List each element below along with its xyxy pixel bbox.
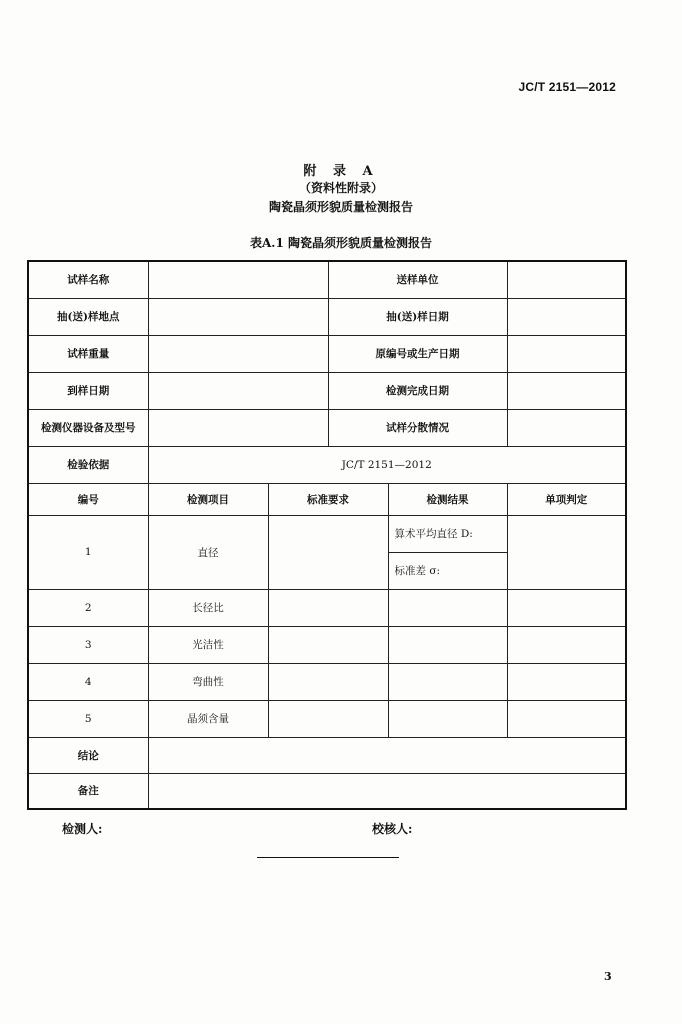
table-row xyxy=(28,335,626,372)
judgement-cell xyxy=(507,663,626,700)
column-header: 单项判定 xyxy=(507,483,626,515)
page-number: 3 xyxy=(604,970,612,983)
table-row xyxy=(28,700,626,737)
table-row xyxy=(28,773,626,809)
info-label: 试样重量 xyxy=(28,335,148,372)
requirement-cell xyxy=(268,663,388,700)
info-value-cell xyxy=(148,261,328,298)
basis-value: JC/T 2151—2012 xyxy=(148,446,626,483)
info-label: 原编号或生产日期 xyxy=(328,335,507,372)
info-label: 送样单位 xyxy=(328,261,507,298)
result-cell xyxy=(388,700,507,737)
basis-label: 检验依据 xyxy=(28,446,148,483)
table-row xyxy=(28,446,626,483)
checker-signature-label: 校核人: xyxy=(372,822,413,836)
column-header: 检测项目 xyxy=(148,483,268,515)
table-row xyxy=(28,298,626,335)
table-row xyxy=(28,663,626,700)
table-row xyxy=(28,409,626,446)
table-row xyxy=(28,626,626,663)
requirement-cell xyxy=(268,589,388,626)
remark-value xyxy=(148,773,626,809)
info-label: 抽(送)样日期 xyxy=(328,298,507,335)
info-label: 检测完成日期 xyxy=(328,372,507,409)
column-header: 标准要求 xyxy=(268,483,388,515)
judgement-cell xyxy=(507,626,626,663)
info-label: 抽(送)样地点 xyxy=(28,298,148,335)
item-number: 1 xyxy=(28,515,148,589)
item-name: 弯曲性 xyxy=(148,663,268,700)
table-row xyxy=(28,372,626,409)
report-table xyxy=(27,260,627,810)
requirement-cell xyxy=(268,626,388,663)
remark-label: 备注 xyxy=(28,773,148,809)
info-value-cell xyxy=(148,409,328,446)
info-label: 试样分散情况 xyxy=(328,409,507,446)
judgement-cell xyxy=(507,515,626,589)
table-row xyxy=(28,589,626,626)
item-number: 3 xyxy=(28,626,148,663)
info-value-cell xyxy=(507,298,626,335)
judgement-cell xyxy=(507,589,626,626)
end-rule xyxy=(257,857,399,858)
info-value-cell xyxy=(507,372,626,409)
item-number: 4 xyxy=(28,663,148,700)
info-value-cell xyxy=(148,335,328,372)
judgement-cell xyxy=(507,700,626,737)
result-cell xyxy=(388,626,507,663)
result-std-dev: 标准差 σ: xyxy=(388,552,507,589)
table-row xyxy=(28,737,626,773)
result-mean-diameter: 算术平均直径 D: xyxy=(388,515,507,552)
table-caption: 表A.1 陶瓷晶须形貌质量检测报告 xyxy=(249,236,433,250)
result-cell xyxy=(388,589,507,626)
conclusion-value xyxy=(148,737,626,773)
info-value-cell xyxy=(507,261,626,298)
item-name: 晶须含量 xyxy=(148,700,268,737)
table-row xyxy=(28,515,626,552)
tester-signature-label: 检测人: xyxy=(62,822,103,836)
document-code: JC/T 2151—2012 xyxy=(518,80,616,94)
appendix-name: 陶瓷晶须形貌质量检测报告 xyxy=(268,200,413,214)
info-label: 到样日期 xyxy=(28,372,148,409)
info-value-cell xyxy=(507,409,626,446)
item-name: 直径 xyxy=(148,515,268,589)
item-number: 5 xyxy=(28,700,148,737)
table-row xyxy=(28,261,626,298)
info-value-cell xyxy=(148,372,328,409)
column-header: 编号 xyxy=(28,483,148,515)
requirement-cell xyxy=(268,700,388,737)
info-value-cell xyxy=(148,298,328,335)
item-name: 光洁性 xyxy=(148,626,268,663)
appendix-subtitle: （资料性附录） xyxy=(298,181,383,195)
table-header-row xyxy=(28,483,626,515)
appendix-title: 附 录 A xyxy=(303,164,379,179)
info-label: 试样名称 xyxy=(28,261,148,298)
item-name: 长径比 xyxy=(148,589,268,626)
info-label: 检测仪器设备及型号 xyxy=(28,409,148,446)
conclusion-label: 结论 xyxy=(28,737,148,773)
result-cell xyxy=(388,663,507,700)
column-header: 检测结果 xyxy=(388,483,507,515)
requirement-cell xyxy=(268,515,388,589)
info-value-cell xyxy=(507,335,626,372)
item-number: 2 xyxy=(28,589,148,626)
